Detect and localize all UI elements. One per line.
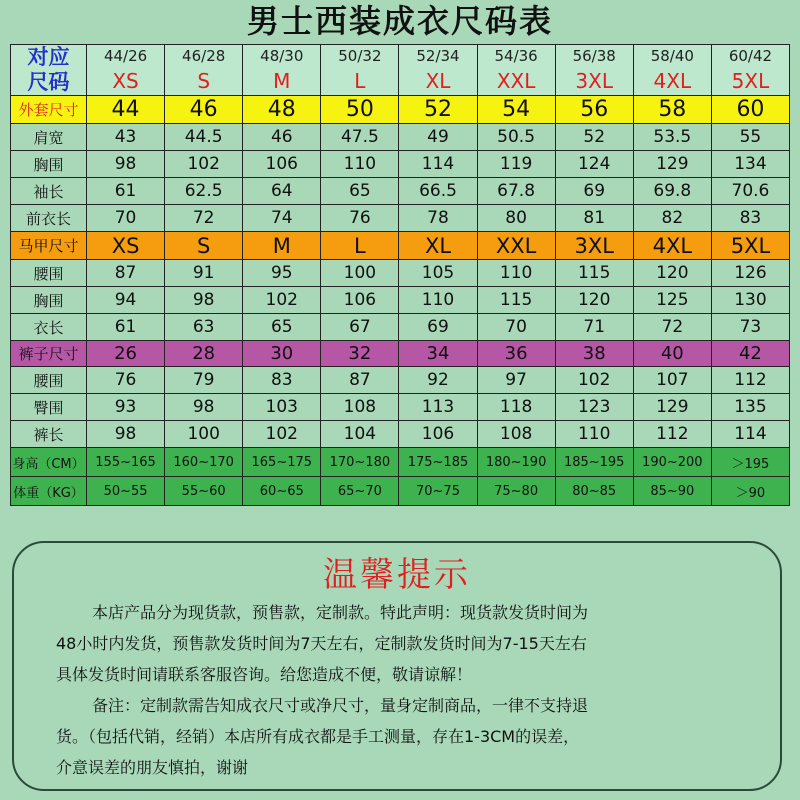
size-letter: XL [425,69,451,93]
table-cell: 175~185 [399,448,477,477]
table-cell: 83 [711,205,789,232]
size-number: 58/40 [650,47,694,65]
table-cell: 119 [477,151,555,178]
table-cell: 40 [633,341,711,367]
table-cell: 73 [711,314,789,341]
table-cell: 94 [87,287,165,314]
row-label: 腰围 [11,367,87,394]
size-letter: M [273,69,291,93]
table-cell: 60~65 [243,477,321,506]
table-cell: 135 [711,394,789,421]
table-cell: 120 [633,260,711,287]
table-cell: ＞195 [711,448,789,477]
table-cell: 69.8 [633,178,711,205]
table-cell: 98 [165,287,243,314]
table-cell: 103 [243,394,321,421]
table-cell: 110 [477,260,555,287]
size-header-cell [321,45,399,96]
table-cell: 81 [555,205,633,232]
table-row [11,178,790,205]
table-cell: 62.5 [165,178,243,205]
table-cell: 95 [243,260,321,287]
table-cell: 46 [165,96,243,124]
table-cell: 106 [243,151,321,178]
table-cell: 165~175 [243,448,321,477]
table-cell: 98 [165,394,243,421]
table-cell: 46 [243,124,321,151]
row-label: 腰围 [11,260,87,287]
row-label: 前衣长 [11,205,87,232]
row-label: 裤子尺寸 [11,341,87,367]
table-cell: 107 [633,367,711,394]
table-cell: 55~60 [165,477,243,506]
table-cell: 65 [321,178,399,205]
size-header-cell [477,45,555,96]
row-label: 袖长 [11,178,87,205]
table-cell: 83 [243,367,321,394]
table-cell: 30 [243,341,321,367]
table-cell: M [243,232,321,260]
table-cell: 55 [711,124,789,151]
table-cell: 75~80 [477,477,555,506]
table-cell: 72 [633,314,711,341]
table-cell: 76 [87,367,165,394]
table-cell: 64 [243,178,321,205]
page-title: 男士西装成衣尺码表 [246,2,553,40]
table-cell: 79 [165,367,243,394]
table-cell: 98 [87,421,165,448]
table-cell: 106 [321,287,399,314]
table-cell: 43 [87,124,165,151]
table-cell: 87 [87,260,165,287]
row-label: 胸围 [11,287,87,314]
size-number: 48/30 [260,47,304,65]
table-cell: 130 [711,287,789,314]
table-cell: 124 [555,151,633,178]
table-row [11,314,790,341]
notice-para1-line1: 本店产品分为现货款，预售款，定制款。特此声明：现货款发货时间为 [92,603,589,622]
table-cell: 3XL [555,232,633,260]
corner-cell [11,45,87,96]
table-cell: 48 [243,96,321,124]
table-cell: 82 [633,205,711,232]
table-cell: 85~90 [633,477,711,506]
table-cell: 70 [87,205,165,232]
table-cell: 67.8 [477,178,555,205]
table-cell: 61 [87,178,165,205]
size-header-cell [243,45,321,96]
row-label: 体重（KG） [11,477,87,506]
table-cell: 160~170 [165,448,243,477]
table-cell: 52 [399,96,477,124]
row-label: 裤长 [11,421,87,448]
table-cell: S [165,232,243,260]
table-cell: 70~75 [399,477,477,506]
table-row [11,151,790,178]
table-cell: 71 [555,314,633,341]
table-row [11,367,790,394]
size-header-cell [87,45,165,96]
table-cell: 52 [555,124,633,151]
table-cell: 80 [477,205,555,232]
table-cell: 92 [399,367,477,394]
size-header-cell [399,45,477,96]
table-cell: 114 [399,151,477,178]
size-header-cell [555,45,633,96]
table-cell: 108 [321,394,399,421]
row-label: 衣长 [11,314,87,341]
size-letter: XS [112,69,139,93]
size-number: 60/42 [728,47,773,65]
table-cell: 129 [633,394,711,421]
size-number: 54/36 [494,47,538,65]
table-cell: 98 [87,151,165,178]
table-cell: 97 [477,367,555,394]
notice-para1-line2: 48小时内发货，预售款发货时间为7天左右，定制款发货时间为7-15天左右 [56,634,587,653]
row-label: 身高（CM） [11,448,87,477]
table-cell: 65 [243,314,321,341]
table-cell: 66.5 [399,178,477,205]
table-cell: 50 [321,96,399,124]
size-chart-table [10,44,790,506]
table-cell: 56 [555,96,633,124]
table-cell: 102 [555,367,633,394]
table-row [11,341,790,367]
table-cell: 42 [711,341,789,367]
table-cell: 54 [477,96,555,124]
table-cell: 28 [165,341,243,367]
table-cell: 118 [477,394,555,421]
table-row [11,421,790,448]
table-cell: 113 [399,394,477,421]
size-letter: S [197,69,211,93]
table-cell: 91 [165,260,243,287]
size-letter: 3XL [575,69,613,93]
table-cell: 126 [711,260,789,287]
table-cell: 112 [633,421,711,448]
table-cell: 93 [87,394,165,421]
table-cell: 110 [321,151,399,178]
table-cell: 69 [555,178,633,205]
table-cell: 110 [399,287,477,314]
table-cell: XXL [477,232,555,260]
notice-box [12,541,782,791]
table-cell: 44.5 [165,124,243,151]
table-cell: 120 [555,287,633,314]
size-letter: 5XL [731,69,770,93]
table-cell: 170~180 [321,448,399,477]
table-cell: 102 [243,421,321,448]
table-cell: 65~70 [321,477,399,506]
table-cell: 105 [399,260,477,287]
table-cell: 74 [243,205,321,232]
size-header-cell [165,45,243,96]
corner-line1: 对应 [27,45,70,69]
size-number: 44/26 [103,47,148,65]
table-row [11,477,790,506]
table-cell: 58 [633,96,711,124]
table-cell: 5XL [711,232,789,260]
table-cell: 190~200 [633,448,711,477]
table-cell: 180~190 [477,448,555,477]
table-cell: 129 [633,151,711,178]
table-cell: 44 [87,96,165,124]
table-cell: 108 [477,421,555,448]
header-row [11,45,790,96]
row-label: 胸围 [11,151,87,178]
table-cell: 26 [87,341,165,367]
table-cell: 63 [165,314,243,341]
size-number: 50/32 [338,47,382,65]
table-cell: 102 [165,151,243,178]
table-row [11,448,790,477]
table-cell: ＞90 [711,477,789,506]
table-cell: 76 [321,205,399,232]
table-cell: 50.5 [477,124,555,151]
size-letter: 4XL [653,69,692,93]
corner-line2: 尺码 [27,70,70,94]
table-cell: 4XL [633,232,711,260]
table-cell: L [321,232,399,260]
table-cell: 70 [477,314,555,341]
table-cell: XL [399,232,477,260]
table-cell: 87 [321,367,399,394]
size-letter: XXL [496,69,536,93]
table-cell: 100 [321,260,399,287]
table-row [11,124,790,151]
table-cell: 72 [165,205,243,232]
row-label: 肩宽 [11,124,87,151]
table-cell: 112 [711,367,789,394]
table-cell: 36 [477,341,555,367]
notice-para1-line3: 具体发货时间请联系客服咨询。给您造成不便，敬请谅解！ [56,665,473,684]
table-cell: 100 [165,421,243,448]
table-cell: 125 [633,287,711,314]
notice-para2-line1: 备注：定制款需告知成衣尺寸或净尺寸，量身定制商品，一律不支持退 [92,696,589,715]
table-cell: 134 [711,151,789,178]
table-cell: 70.6 [711,178,789,205]
table-cell: 32 [321,341,399,367]
size-letter: L [354,69,366,93]
row-label: 臀围 [11,394,87,421]
table-cell: 110 [555,421,633,448]
table-cell: 38 [555,341,633,367]
table-row [11,287,790,314]
table-cell: 115 [555,260,633,287]
notice-para2-line2: 货。（包括代销，经销）本店所有成衣都是手工测量，存在1-3CM的误差， [56,727,580,746]
table-row [11,96,790,124]
table-cell: 80~85 [555,477,633,506]
table-cell: 115 [477,287,555,314]
size-number: 56/38 [572,47,616,65]
notice-para2-line3: 介意误差的朋友慎拍，谢谢 [56,758,249,777]
table-cell: 78 [399,205,477,232]
table-cell: 123 [555,394,633,421]
table-cell: 106 [399,421,477,448]
table-row [11,260,790,287]
notice-title: 温馨提示 [323,555,471,595]
table-cell: 185~195 [555,448,633,477]
table-cell: 61 [87,314,165,341]
table-cell: 53.5 [633,124,711,151]
table-cell: XS [87,232,165,260]
table-cell: 104 [321,421,399,448]
table-cell: 49 [399,124,477,151]
row-label: 外套尺寸 [11,96,87,124]
table-cell: 114 [711,421,789,448]
size-header-cell [633,45,711,96]
table-cell: 47.5 [321,124,399,151]
table-cell: 67 [321,314,399,341]
row-label: 马甲尺寸 [11,232,87,260]
table-cell: 69 [399,314,477,341]
table-cell: 50~55 [87,477,165,506]
table-cell: 34 [399,341,477,367]
size-header-cell [711,45,789,96]
table-row [11,232,790,260]
table-row [11,394,790,421]
table-cell: 60 [711,96,789,124]
size-number: 52/34 [416,47,460,65]
size-number: 46/28 [182,47,226,65]
table-cell: 155~165 [87,448,165,477]
table-cell: 102 [243,287,321,314]
table-row [11,205,790,232]
